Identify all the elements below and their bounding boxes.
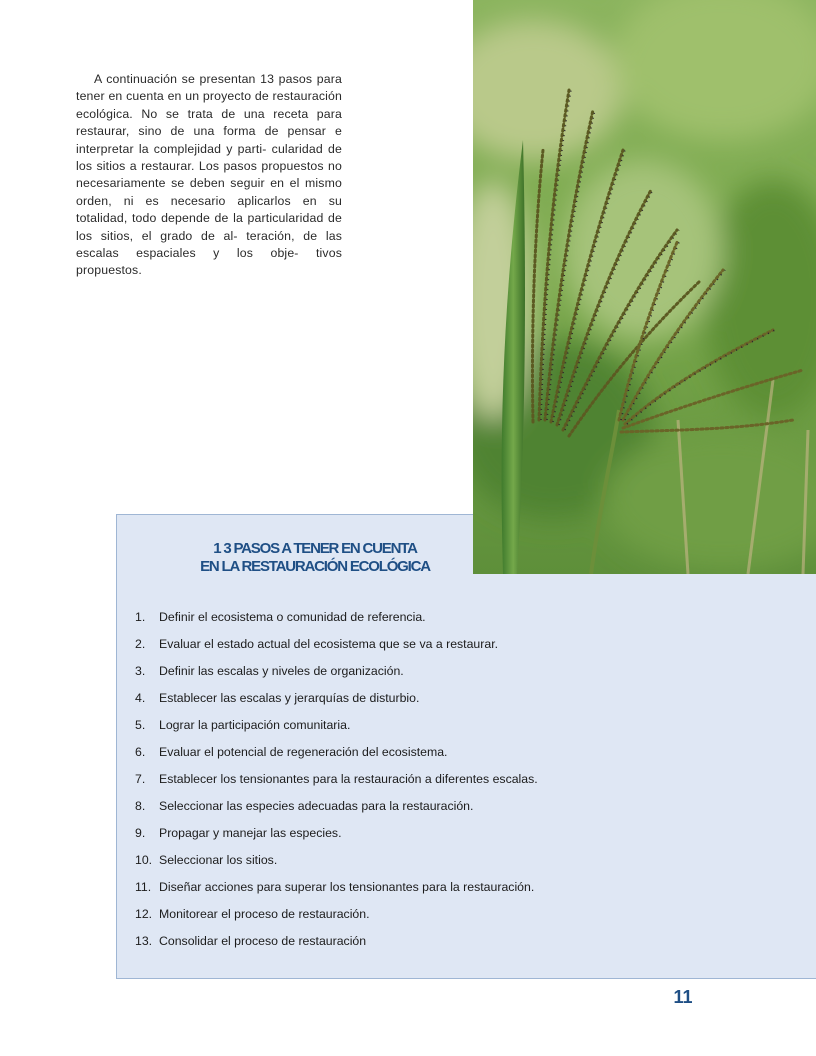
page-number: 11: [673, 987, 693, 1007]
list-item: [135, 904, 795, 931]
step-text: Monitorear el proceso de restauración.: [159, 907, 370, 921]
step-text: Evaluar el potencial de regeneración del ecosistema.: [159, 745, 448, 759]
list-item: [135, 769, 795, 796]
step-number: 6.: [135, 745, 146, 759]
step-number: 13.: [135, 934, 153, 948]
step-text: Definir las escalas y niveles de organización.: [159, 664, 404, 678]
step-number: 9.: [135, 826, 146, 840]
steps-title-line2: EN LA RESTAURACIÓN ECOLÓGICA: [200, 558, 430, 575]
list-item: [135, 607, 795, 634]
steps-title-line1: 1 3 PASOS A TENER EN CUENTA: [213, 540, 417, 557]
step-number: 10.: [135, 853, 153, 867]
list-item: [135, 823, 795, 850]
step-text: Establecer los tensionantes para la restauración a diferentes escalas.: [159, 772, 538, 786]
list-item: [135, 688, 795, 715]
step-text: Lograr la participación comunitaria.: [159, 718, 351, 732]
steps-list: [135, 607, 795, 958]
list-item: [135, 931, 795, 958]
list-item: [135, 796, 795, 823]
step-text: Evaluar el estado actual del ecosistema que se va a restaurar.: [159, 637, 499, 651]
intro-paragraph: A continuación se presentan 13 pasos para tener en cuenta en un proyecto de restauración ecológica. No se trata de una receta para restaurar, sino de una forma de pensar e interpretar la complejidad y parti- cularidad de los sitios a restaurar. Los pasos propuestos no necesariamente se deben seguir en el mismo orden, ni es necesario aplicarlos en su totalidad, todo depende de la particularidad de los sitios, el grado de al- teración, de las escalas espaciales y los obje- tivos propuestos.: [76, 72, 342, 278]
step-number: 11.: [135, 880, 152, 894]
step-number: 5.: [135, 718, 146, 732]
step-number: 3.: [135, 664, 146, 678]
list-item: [135, 742, 795, 769]
step-number: 7.: [135, 772, 146, 786]
step-text: Diseñar acciones para superar los tensionantes para la restauración.: [159, 880, 535, 894]
list-item: [135, 634, 795, 661]
grass-seed-head-photo: [473, 0, 816, 574]
list-item: [135, 877, 795, 904]
step-text: Definir el ecosistema o comunidad de referencia.: [159, 610, 426, 624]
list-item: [135, 715, 795, 742]
step-text: Propagar y manejar las especies.: [159, 826, 342, 840]
list-item: [135, 661, 795, 688]
steps-title: [0, 540, 630, 576]
step-text: Seleccionar los sitios.: [159, 853, 278, 867]
step-text: Consolidar el proceso de restauración: [159, 934, 367, 948]
step-number: 8.: [135, 799, 146, 813]
list-item: [135, 850, 795, 877]
step-text: Establecer las escalas y jerarquías de disturbio.: [159, 691, 420, 705]
step-text: Seleccionar las especies adecuadas para la restauración.: [159, 799, 474, 813]
step-number: 4.: [135, 691, 146, 705]
step-number: 1.: [135, 610, 146, 624]
step-number: 12.: [135, 907, 153, 921]
step-number: 2.: [135, 637, 146, 651]
